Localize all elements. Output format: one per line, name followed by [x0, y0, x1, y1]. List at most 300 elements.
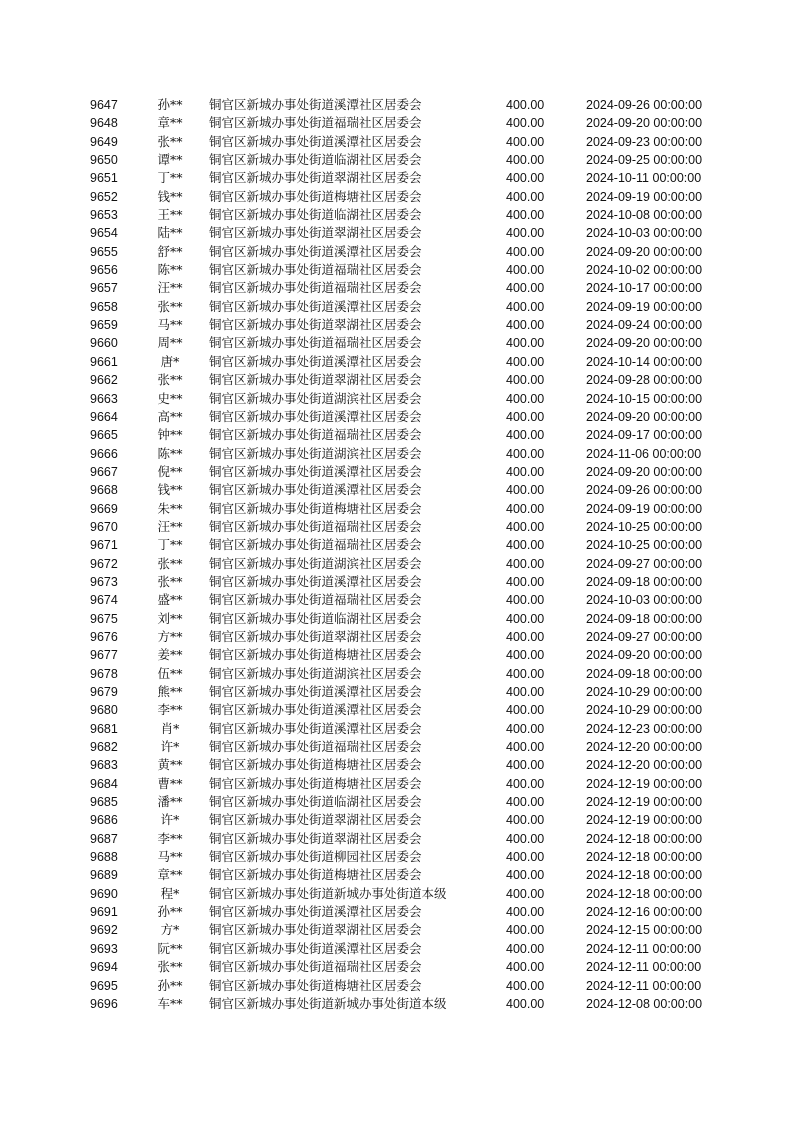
- row-organization: 铜官区新城办事处街道翠湖社区居委会: [209, 170, 422, 186]
- row-organization: 铜官区新城办事处街道溪潭社区居委会: [209, 298, 422, 314]
- row-name: 潘**: [157, 794, 183, 810]
- row-amount: 400.00: [506, 574, 545, 589]
- row-id: 9683: [90, 758, 118, 773]
- table-row: [0, 940, 793, 958]
- row-date: 2024-12-15 00:00:00: [586, 923, 703, 938]
- row-date: 2024-10-14 00:00:00: [586, 354, 703, 369]
- row-organization: 铜官区新城办事处街道溪潭社区居委会: [209, 463, 422, 479]
- row-name: 李**: [157, 830, 183, 846]
- row-name: 谭**: [157, 152, 183, 168]
- row-organization: 铜官区新城办事处街道翠湖社区居委会: [209, 225, 422, 241]
- row-date: 2024-12-18 00:00:00: [586, 850, 703, 865]
- row-organization: 铜官区新城办事处街道梅塘社区居委会: [209, 775, 422, 791]
- row-date: 2024-09-19 00:00:00: [586, 299, 703, 314]
- row-amount: 400.00: [506, 446, 545, 461]
- row-id: 9666: [90, 446, 118, 461]
- row-date: 2024-12-23 00:00:00: [586, 721, 703, 736]
- row-name: 陆**: [157, 225, 183, 241]
- row-organization: 铜官区新城办事处街道溪潭社区居委会: [209, 97, 422, 112]
- table-row: [0, 738, 793, 756]
- table-row: [0, 445, 793, 463]
- row-date: 2024-09-25 00:00:00: [586, 153, 703, 168]
- table-row: [0, 701, 793, 719]
- row-organization: 铜官区新城办事处街道翠湖社区居委会: [209, 628, 422, 644]
- row-organization: 铜官区新城办事处街道溪潭社区居委会: [209, 720, 422, 736]
- row-amount: 400.00: [506, 611, 545, 626]
- table-row: [0, 408, 793, 426]
- row-name: 孙**: [157, 904, 183, 920]
- row-date: 2024-09-26 00:00:00: [586, 483, 703, 498]
- row-amount: 400.00: [506, 501, 545, 516]
- table-row: [0, 279, 793, 297]
- row-id: 9661: [90, 354, 118, 369]
- row-date: 2024-09-27 00:00:00: [586, 556, 703, 571]
- row-date: 2024-11-06 00:00:00: [586, 446, 702, 461]
- row-name: 肖*: [160, 720, 180, 736]
- row-organization: 铜官区新城办事处街道湖滨社区居委会: [209, 665, 422, 681]
- row-amount: 400.00: [506, 666, 545, 681]
- row-name: 倪**: [157, 463, 183, 479]
- row-amount: 400.00: [506, 721, 545, 736]
- row-name: 孙**: [157, 97, 183, 112]
- row-organization: 铜官区新城办事处街道湖滨社区居委会: [209, 390, 422, 406]
- row-date: 2024-12-18 00:00:00: [586, 831, 703, 846]
- table-row: [0, 298, 793, 316]
- row-organization: 铜官区新城办事处街道梅塘社区居委会: [209, 867, 422, 883]
- row-date: 2024-12-16 00:00:00: [586, 905, 703, 920]
- row-date: 2024-09-24 00:00:00: [586, 318, 703, 333]
- row-name: 马**: [157, 317, 183, 333]
- row-name: 张**: [157, 959, 183, 975]
- row-organization: 铜官区新城办事处街道翠湖社区居委会: [209, 922, 422, 938]
- table-row: [0, 720, 793, 738]
- row-amount: 400.00: [506, 428, 545, 443]
- table-row: [0, 775, 793, 793]
- row-id: 9673: [90, 574, 118, 589]
- row-name: 章**: [157, 115, 183, 131]
- row-amount: 400.00: [506, 868, 545, 883]
- row-date: 2024-10-29 00:00:00: [586, 703, 703, 718]
- row-name: 钱**: [157, 188, 183, 204]
- row-id: 9695: [90, 978, 118, 993]
- row-id: 9647: [90, 98, 118, 112]
- row-date: 2024-12-20 00:00:00: [586, 758, 703, 773]
- table-row: [0, 885, 793, 903]
- row-organization: 铜官区新城办事处街道湖滨社区居委会: [209, 555, 422, 571]
- row-organization: 铜官区新城办事处街道溪潭社区居委会: [209, 133, 422, 149]
- row-date: 2024-09-20 00:00:00: [586, 244, 703, 259]
- row-date: 2024-10-25 00:00:00: [586, 519, 703, 534]
- table-row: [0, 316, 793, 334]
- row-date: 2024-10-08 00:00:00: [586, 208, 703, 223]
- row-amount: 400.00: [506, 244, 545, 259]
- table-row: [0, 811, 793, 829]
- row-id: 9667: [90, 464, 118, 479]
- row-date: 2024-09-20 00:00:00: [586, 648, 703, 663]
- row-date: 2024-12-18 00:00:00: [586, 886, 703, 901]
- row-name: 张**: [157, 555, 183, 571]
- row-amount: 400.00: [506, 189, 545, 204]
- table-row: [0, 555, 793, 573]
- row-name: 钱**: [157, 482, 183, 498]
- row-id: 9650: [90, 153, 118, 168]
- row-date: 2024-12-11 00:00:00: [586, 941, 702, 956]
- row-id: 9651: [90, 171, 118, 186]
- row-id: 9676: [90, 629, 118, 644]
- row-date: 2024-09-18 00:00:00: [586, 666, 703, 681]
- row-name: 张**: [157, 573, 183, 589]
- table-row: [0, 188, 793, 206]
- row-organization: 铜官区新城办事处街道溪潭社区居委会: [209, 573, 422, 589]
- row-organization: 铜官区新城办事处街道梅塘社区居委会: [209, 977, 422, 993]
- table-row: [0, 481, 793, 499]
- row-organization: 铜官区新城办事处街道福瑞社区居委会: [209, 537, 422, 553]
- row-id: 9662: [90, 373, 118, 388]
- table-row: [0, 958, 793, 976]
- row-amount: 400.00: [506, 336, 545, 351]
- row-id: 9692: [90, 923, 118, 938]
- table-row: [0, 500, 793, 518]
- row-id: 9687: [90, 831, 118, 846]
- row-amount: 400.00: [506, 281, 545, 296]
- row-date: 2024-09-28 00:00:00: [586, 373, 703, 388]
- row-id: 9674: [90, 593, 118, 608]
- row-id: 9670: [90, 519, 118, 534]
- row-organization: 铜官区新城办事处街道溪潭社区居委会: [209, 243, 422, 259]
- table-row: [0, 426, 793, 444]
- row-date: 2024-10-11 00:00:00: [586, 171, 702, 186]
- table-row: [0, 866, 793, 884]
- row-name: 朱**: [157, 500, 183, 516]
- row-amount: 400.00: [506, 886, 545, 901]
- table-row: [0, 665, 793, 683]
- row-name: 马**: [157, 849, 183, 865]
- row-id: 9694: [90, 960, 118, 975]
- row-id: 9660: [90, 336, 118, 351]
- row-organization: 铜官区新城办事处街道福瑞社区居委会: [209, 959, 422, 975]
- row-organization: 铜官区新城办事处街道翠湖社区居委会: [209, 372, 422, 388]
- row-amount: 400.00: [506, 831, 545, 846]
- table-row: [0, 995, 793, 1013]
- row-amount: 400.00: [506, 905, 545, 920]
- row-organization: 铜官区新城办事处街道翠湖社区居委会: [209, 830, 422, 846]
- row-name: 丁**: [157, 170, 183, 186]
- row-date: 2024-09-18 00:00:00: [586, 611, 703, 626]
- row-date: 2024-10-29 00:00:00: [586, 685, 703, 699]
- row-amount: 400.00: [506, 318, 545, 333]
- row-id: 9664: [90, 409, 118, 424]
- row-id: 9659: [90, 318, 118, 333]
- row-organization: 铜官区新城办事处街道梅塘社区居委会: [209, 188, 422, 204]
- row-name: 王**: [157, 207, 183, 223]
- row-name: 阮**: [157, 940, 183, 956]
- row-date: 2024-09-19 00:00:00: [586, 501, 703, 516]
- row-id: 9675: [90, 611, 118, 626]
- row-name: 许*: [160, 812, 180, 828]
- table-row: [0, 261, 793, 279]
- row-date: 2024-12-19 00:00:00: [586, 795, 703, 810]
- row-date: 2024-10-17 00:00:00: [586, 281, 703, 296]
- row-name: 姜**: [157, 647, 183, 663]
- row-id: 9686: [90, 813, 118, 828]
- row-name: 方**: [157, 628, 183, 644]
- table-row: [0, 646, 793, 664]
- row-date: 2024-12-18 00:00:00: [586, 868, 703, 883]
- row-amount: 400.00: [506, 960, 545, 975]
- row-name: 孙**: [157, 977, 183, 993]
- row-amount: 400.00: [506, 813, 545, 828]
- row-organization: 铜官区新城办事处街道溪潭社区居委会: [209, 904, 422, 920]
- row-date: 2024-10-02 00:00:00: [586, 263, 703, 278]
- row-id: 9691: [90, 905, 118, 920]
- table-row: [0, 114, 793, 132]
- table-row: [0, 371, 793, 389]
- row-id: 9680: [90, 703, 118, 718]
- row-organization: 铜官区新城办事处街道福瑞社区居委会: [209, 335, 422, 351]
- row-amount: 400.00: [506, 648, 545, 663]
- table-row: [0, 848, 793, 866]
- row-name: 汪**: [157, 280, 183, 296]
- row-name: 熊**: [157, 684, 183, 699]
- row-date: 2024-09-20 00:00:00: [586, 336, 703, 351]
- row-organization: 铜官区新城办事处街道新城办事处街道本级: [209, 885, 447, 901]
- table-row: [0, 390, 793, 408]
- row-id: 9671: [90, 538, 118, 553]
- row-id: 9672: [90, 556, 118, 571]
- row-amount: 400.00: [506, 153, 545, 168]
- row-id: 9681: [90, 721, 118, 736]
- row-id: 9682: [90, 740, 118, 755]
- row-name: 程*: [160, 885, 180, 901]
- row-name: 史**: [157, 390, 183, 406]
- row-organization: 铜官区新城办事处街道福瑞社区居委会: [209, 115, 422, 131]
- table-row: [0, 683, 793, 701]
- row-amount: 400.00: [506, 593, 545, 608]
- row-amount: 400.00: [506, 354, 545, 369]
- row-id: 9665: [90, 428, 118, 443]
- row-organization: 铜官区新城办事处街道溪潭社区居委会: [209, 684, 422, 699]
- row-name: 周**: [157, 335, 183, 351]
- row-name: 张**: [157, 372, 183, 388]
- row-organization: 铜官区新城办事处街道临湖社区居委会: [209, 794, 422, 810]
- row-amount: 400.00: [506, 685, 545, 699]
- row-id: 9654: [90, 226, 118, 241]
- table-row: [0, 169, 793, 187]
- table-row: [0, 610, 793, 628]
- row-id: 9668: [90, 483, 118, 498]
- table-row: [0, 243, 793, 261]
- table-row: [0, 536, 793, 554]
- row-organization: 铜官区新城办事处街道新城办事处街道本级: [209, 995, 447, 1011]
- row-amount: 400.00: [506, 538, 545, 553]
- row-id: 9657: [90, 281, 118, 296]
- row-amount: 400.00: [506, 226, 545, 241]
- table-row: [0, 830, 793, 848]
- row-name: 汪**: [157, 518, 183, 534]
- table-row: [0, 977, 793, 995]
- table-row: [0, 591, 793, 609]
- table-row: [0, 756, 793, 774]
- row-id: 9652: [90, 189, 118, 204]
- row-name: 刘**: [157, 610, 183, 626]
- row-amount: 400.00: [506, 941, 545, 956]
- table-row: [0, 628, 793, 646]
- row-id: 9678: [90, 666, 118, 681]
- row-date: 2024-10-15 00:00:00: [586, 391, 703, 406]
- row-amount: 400.00: [506, 373, 545, 388]
- table-row: [0, 151, 793, 169]
- row-name: 张**: [157, 133, 183, 149]
- row-amount: 400.00: [506, 795, 545, 810]
- row-date: 2024-10-03 00:00:00: [586, 226, 703, 241]
- row-id: 9649: [90, 134, 118, 149]
- row-date: 2024-09-26 00:00:00: [586, 98, 703, 112]
- row-date: 2024-12-08 00:00:00: [586, 996, 703, 1011]
- row-organization: 铜官区新城办事处街道临湖社区居委会: [209, 207, 422, 223]
- row-date: 2024-09-20 00:00:00: [586, 409, 703, 424]
- row-organization: 铜官区新城办事处街道福瑞社区居委会: [209, 739, 422, 755]
- row-amount: 400.00: [506, 263, 545, 278]
- row-organization: 铜官区新城办事处街道福瑞社区居委会: [209, 518, 422, 534]
- row-organization: 铜官区新城办事处街道梅塘社区居委会: [209, 647, 422, 663]
- row-organization: 铜官区新城办事处街道湖滨社区居委会: [209, 445, 422, 461]
- row-organization: 铜官区新城办事处街道临湖社区居委会: [209, 610, 422, 626]
- row-amount: 400.00: [506, 208, 545, 223]
- row-date: 2024-09-18 00:00:00: [586, 574, 703, 589]
- row-organization: 铜官区新城办事处街道福瑞社区居委会: [209, 427, 422, 443]
- table-row: [0, 921, 793, 939]
- table-row: [0, 518, 793, 536]
- row-amount: 400.00: [506, 703, 545, 718]
- row-amount: 400.00: [506, 98, 545, 112]
- row-amount: 400.00: [506, 409, 545, 424]
- row-name: 唐*: [160, 353, 180, 369]
- row-id: 9658: [90, 299, 118, 314]
- row-amount: 400.00: [506, 629, 545, 644]
- row-date: 2024-10-03 00:00:00: [586, 593, 703, 608]
- row-amount: 400.00: [506, 464, 545, 479]
- table-row: [0, 334, 793, 352]
- row-amount: 400.00: [506, 978, 545, 993]
- row-date: 2024-09-17 00:00:00: [586, 428, 703, 443]
- row-date: 2024-09-20 00:00:00: [586, 464, 703, 479]
- data-table: [0, 96, 793, 1013]
- row-name: 车**: [157, 995, 183, 1011]
- row-name: 陈**: [157, 262, 183, 278]
- row-date: 2024-09-20 00:00:00: [586, 116, 703, 131]
- row-amount: 400.00: [506, 391, 545, 406]
- table-row: [0, 903, 793, 921]
- row-name: 黄**: [157, 757, 183, 773]
- row-id: 9677: [90, 648, 118, 663]
- row-amount: 400.00: [506, 923, 545, 938]
- row-amount: 400.00: [506, 116, 545, 131]
- row-amount: 400.00: [506, 740, 545, 755]
- row-id: 9696: [90, 996, 118, 1011]
- row-date: 2024-09-19 00:00:00: [586, 189, 703, 204]
- row-amount: 400.00: [506, 776, 545, 791]
- table-row: [0, 206, 793, 224]
- table-row: [0, 793, 793, 811]
- row-organization: 铜官区新城办事处街道溪潭社区居委会: [209, 353, 422, 369]
- row-amount: 400.00: [506, 758, 545, 773]
- row-amount: 400.00: [506, 134, 545, 149]
- row-organization: 铜官区新城办事处街道梅塘社区居委会: [209, 757, 422, 773]
- row-name: 钟**: [157, 427, 183, 443]
- row-name: 陈**: [157, 445, 183, 461]
- row-organization: 铜官区新城办事处街道福瑞社区居委会: [209, 280, 422, 296]
- row-organization: 铜官区新城办事处街道临湖社区居委会: [209, 152, 422, 168]
- row-organization: 铜官区新城办事处街道梅塘社区居委会: [209, 500, 422, 516]
- row-id: 9685: [90, 795, 118, 810]
- row-amount: 400.00: [506, 519, 545, 534]
- row-organization: 铜官区新城办事处街道溪潭社区居委会: [209, 482, 422, 498]
- row-date: 2024-12-20 00:00:00: [586, 740, 703, 755]
- row-id: 9653: [90, 208, 118, 223]
- row-date: 2024-09-27 00:00:00: [586, 629, 703, 644]
- row-name: 高**: [157, 408, 183, 424]
- row-organization: 铜官区新城办事处街道溪潭社区居委会: [209, 702, 422, 718]
- row-name: 章**: [157, 867, 183, 883]
- row-name: 方*: [160, 922, 180, 938]
- row-amount: 400.00: [506, 996, 545, 1011]
- row-amount: 400.00: [506, 483, 545, 498]
- row-name: 曹**: [157, 775, 183, 791]
- table-row: [0, 224, 793, 242]
- row-date: 2024-12-11 00:00:00: [586, 978, 702, 993]
- table-row: [0, 463, 793, 481]
- row-name: 伍**: [157, 665, 183, 681]
- row-id: 9689: [90, 868, 118, 883]
- row-amount: 400.00: [506, 299, 545, 314]
- row-organization: 铜官区新城办事处街道溪潭社区居委会: [209, 408, 422, 424]
- row-id: 9656: [90, 263, 118, 278]
- row-id: 9655: [90, 244, 118, 259]
- row-date: 2024-10-25 00:00:00: [586, 538, 703, 553]
- table-row: [0, 573, 793, 591]
- row-organization: 铜官区新城办事处街道福瑞社区居委会: [209, 262, 422, 278]
- row-id: 9688: [90, 850, 118, 865]
- table-row: [0, 133, 793, 151]
- row-organization: 铜官区新城办事处街道翠湖社区居委会: [209, 812, 422, 828]
- row-amount: 400.00: [506, 556, 545, 571]
- row-date: 2024-09-23 00:00:00: [586, 134, 703, 149]
- row-id: 9690: [90, 886, 118, 901]
- row-name: 盛**: [157, 592, 183, 608]
- row-name: 舒**: [157, 243, 183, 259]
- row-id: 9669: [90, 501, 118, 516]
- row-id: 9679: [90, 685, 118, 699]
- row-id: 9663: [90, 391, 118, 406]
- row-name: 许*: [160, 739, 180, 755]
- row-organization: 铜官区新城办事处街道柳园社区居委会: [209, 849, 422, 865]
- row-date: 2024-12-19 00:00:00: [586, 813, 703, 828]
- row-id: 9648: [90, 116, 118, 131]
- row-organization: 铜官区新城办事处街道翠湖社区居委会: [209, 317, 422, 333]
- table-row: [0, 96, 793, 114]
- row-name: 李**: [157, 702, 183, 718]
- row-organization: 铜官区新城办事处街道溪潭社区居委会: [209, 940, 422, 956]
- row-date: 2024-12-19 00:00:00: [586, 776, 703, 791]
- row-name: 丁**: [157, 537, 183, 553]
- row-amount: 400.00: [506, 171, 545, 186]
- row-amount: 400.00: [506, 850, 545, 865]
- row-date: 2024-12-11 00:00:00: [586, 960, 702, 975]
- table-row: [0, 353, 793, 371]
- row-id: 9693: [90, 941, 118, 956]
- row-id: 9684: [90, 776, 118, 791]
- row-organization: 铜官区新城办事处街道福瑞社区居委会: [209, 592, 422, 608]
